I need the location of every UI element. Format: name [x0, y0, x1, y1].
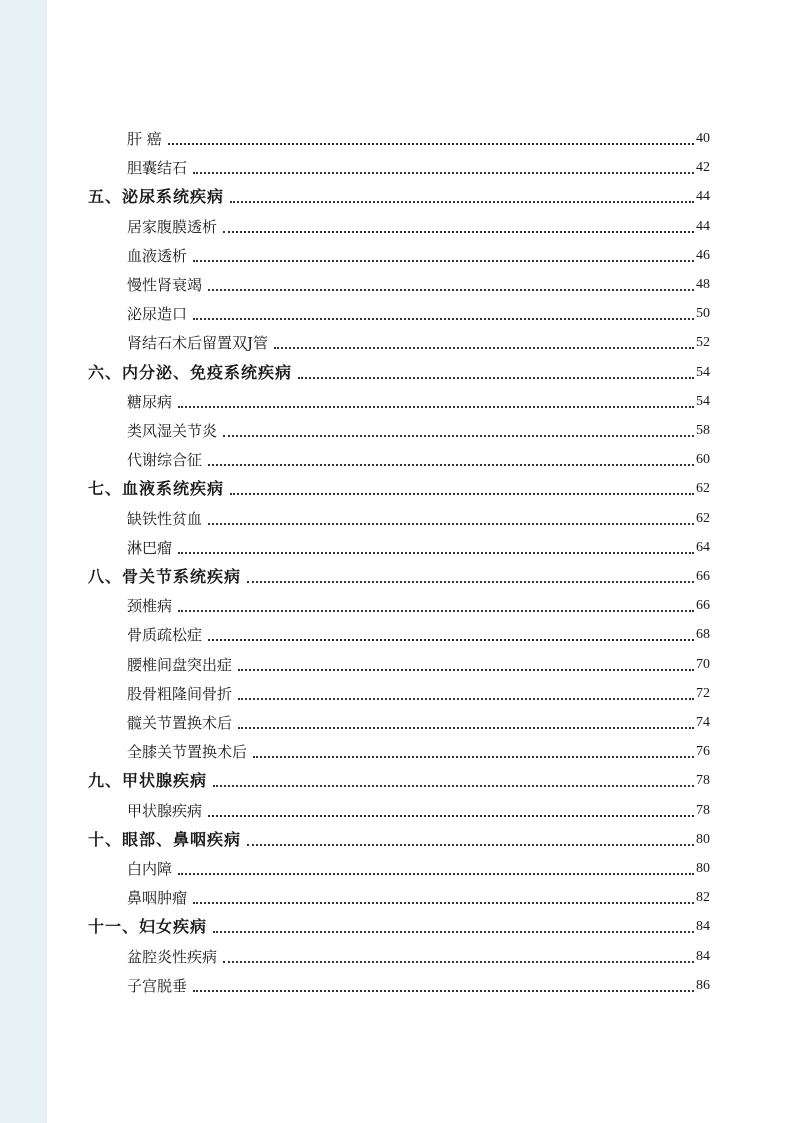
toc-entry-row[interactable]: [127, 120, 710, 149]
dot-leader: [208, 289, 694, 291]
dot-leader: [213, 931, 694, 933]
dot-leader: [223, 435, 694, 437]
toc-entry-row[interactable]: [127, 441, 710, 470]
toc-page-number: 84: [696, 919, 710, 935]
toc-entry-row[interactable]: [127, 529, 710, 558]
toc-page-number: 62: [696, 510, 710, 526]
toc-title: 胆囊结石: [127, 159, 188, 178]
toc-page-number: 66: [696, 598, 710, 614]
dot-leader: [230, 201, 694, 203]
toc-title: 股骨粗隆间骨折: [127, 684, 233, 703]
dot-leader: [223, 231, 694, 233]
toc-page-number: 52: [696, 335, 710, 351]
toc-chapter-row[interactable]: [88, 908, 710, 937]
dot-leader: [193, 318, 694, 320]
dot-leader: [193, 260, 694, 262]
toc-page-number: 82: [696, 890, 710, 906]
toc-page-number: 60: [696, 452, 710, 468]
dot-leader: [208, 639, 694, 641]
toc-title: 慢性肾衰竭: [127, 276, 203, 294]
side-color-band: [0, 0, 47, 1123]
toc-entry-row[interactable]: [127, 850, 710, 879]
toc-entry-row[interactable]: [127, 733, 710, 762]
toc-page-number: 62: [696, 481, 710, 497]
toc-page-number: 72: [696, 685, 710, 701]
dot-leader: [247, 844, 694, 846]
toc-title: 缺铁性贫血: [127, 509, 203, 528]
toc-chapter-row[interactable]: [88, 558, 710, 587]
dot-leader: [178, 406, 694, 408]
dot-leader: [208, 523, 694, 525]
toc-page-number: 46: [696, 247, 710, 263]
toc-title: 类风湿关节炎: [127, 422, 218, 440]
dot-leader: [213, 785, 694, 787]
dot-leader: [298, 377, 694, 379]
toc-page-number: 44: [696, 218, 710, 234]
dot-leader: [238, 669, 694, 671]
toc-page-number: 42: [696, 160, 710, 176]
toc-chapter-row[interactable]: [88, 821, 710, 850]
toc-page-number: 50: [696, 306, 710, 322]
dot-leader: [238, 727, 694, 729]
dot-leader: [193, 172, 694, 174]
dot-leader: [223, 961, 694, 963]
toc-title: 居家腹膜透析: [127, 217, 218, 236]
toc-title: 颈椎病: [127, 597, 173, 616]
toc-title: 六、内分泌、免疫系统疾病: [88, 362, 293, 382]
toc-chapter-row[interactable]: [88, 762, 710, 791]
toc-page-number: 76: [696, 744, 710, 760]
toc-chapter-row[interactable]: [88, 470, 710, 499]
toc-title: 白内障: [127, 860, 173, 878]
toc-page-number: 84: [696, 948, 710, 964]
toc-page-number: 80: [696, 861, 710, 876]
toc-entry-row[interactable]: [127, 383, 710, 412]
toc-page-number: 54: [696, 393, 710, 409]
toc-entry-row[interactable]: [127, 295, 710, 324]
toc-entry-row[interactable]: [127, 938, 710, 967]
toc-entry-row[interactable]: [127, 879, 710, 908]
dot-leader: [193, 990, 694, 992]
toc-title: 九、甲状腺疾病: [88, 771, 208, 791]
toc-title: 腰椎间盘突出症: [127, 655, 233, 674]
dot-leader: [274, 347, 694, 349]
toc-page-number: 44: [696, 189, 710, 205]
toc-title: 肾结石术后留置双J管: [127, 334, 269, 353]
toc-title: 代谢综合征: [127, 451, 203, 470]
toc-page-number: 64: [696, 539, 710, 555]
toc-title: 五、泌尿系统疾病: [88, 187, 225, 207]
toc-entry-row[interactable]: [127, 587, 710, 616]
toc-page-number: 54: [696, 364, 710, 380]
toc-entry-row[interactable]: [127, 266, 710, 295]
toc-entry-row[interactable]: [127, 208, 710, 237]
toc-page-number: 74: [696, 715, 710, 730]
toc-title: 泌尿造口: [127, 305, 188, 324]
toc-entry-row[interactable]: [127, 412, 710, 441]
toc-page-number: 66: [696, 569, 710, 584]
toc-page-number: 78: [696, 802, 710, 818]
toc-entry-row[interactable]: [127, 616, 710, 645]
toc-title: 八、骨关节系统疾病: [88, 567, 242, 586]
dot-leader: [178, 552, 694, 554]
toc-entry-row[interactable]: [127, 237, 710, 266]
toc-title: 髋关节置换术后: [127, 714, 233, 732]
toc-entry-row[interactable]: [127, 646, 710, 675]
toc-page-number: 68: [696, 627, 710, 643]
toc-page-number: 86: [696, 977, 710, 993]
dot-leader: [230, 493, 694, 495]
toc-title: 骨质疏松症: [127, 626, 203, 645]
toc-title: 十一、妇女疾病: [88, 917, 208, 937]
toc-title: 血液透析: [127, 246, 188, 265]
toc-entry-row[interactable]: [127, 149, 710, 178]
toc-title: 鼻咽肿瘤: [127, 889, 188, 908]
toc-title: 全膝关节置换术后: [127, 743, 248, 762]
toc-title: 七、血液系统疾病: [88, 479, 225, 499]
toc-entry-row[interactable]: [127, 792, 710, 821]
toc-entry-row[interactable]: [127, 675, 710, 704]
toc-page-number: 58: [696, 423, 710, 438]
toc-page-number: 80: [696, 831, 710, 847]
toc-entry-row[interactable]: [127, 704, 710, 733]
toc-page-number: 70: [696, 656, 710, 672]
toc-chapter-row[interactable]: [88, 354, 710, 383]
toc-title: 糖尿病: [127, 392, 173, 411]
toc-title: 盆腔炎性疾病: [127, 947, 218, 966]
toc-title: 甲状腺疾病: [127, 801, 203, 820]
toc-chapter-row[interactable]: [88, 178, 710, 207]
toc-entry-row[interactable]: [127, 500, 710, 529]
toc-title: 肝 癌: [127, 130, 162, 148]
toc-entry-row[interactable]: [127, 324, 710, 353]
toc-page-number: 48: [696, 277, 710, 292]
toc-title: 十、眼部、鼻咽疾病: [88, 829, 242, 849]
toc-entry-row[interactable]: [127, 967, 710, 996]
toc-title: 子宫脱垂: [127, 976, 188, 995]
dot-leader: [208, 815, 694, 817]
dot-leader: [193, 902, 694, 904]
dot-leader: [208, 464, 694, 466]
dot-leader: [253, 756, 694, 758]
dot-leader: [247, 581, 694, 583]
dot-leader: [168, 143, 694, 145]
dot-leader: [238, 698, 694, 700]
dot-leader: [178, 610, 694, 612]
dot-leader: [178, 873, 694, 875]
toc-page-number: 78: [696, 773, 710, 789]
toc-title: 淋巴瘤: [127, 538, 173, 557]
toc-page-number: 40: [696, 131, 710, 146]
